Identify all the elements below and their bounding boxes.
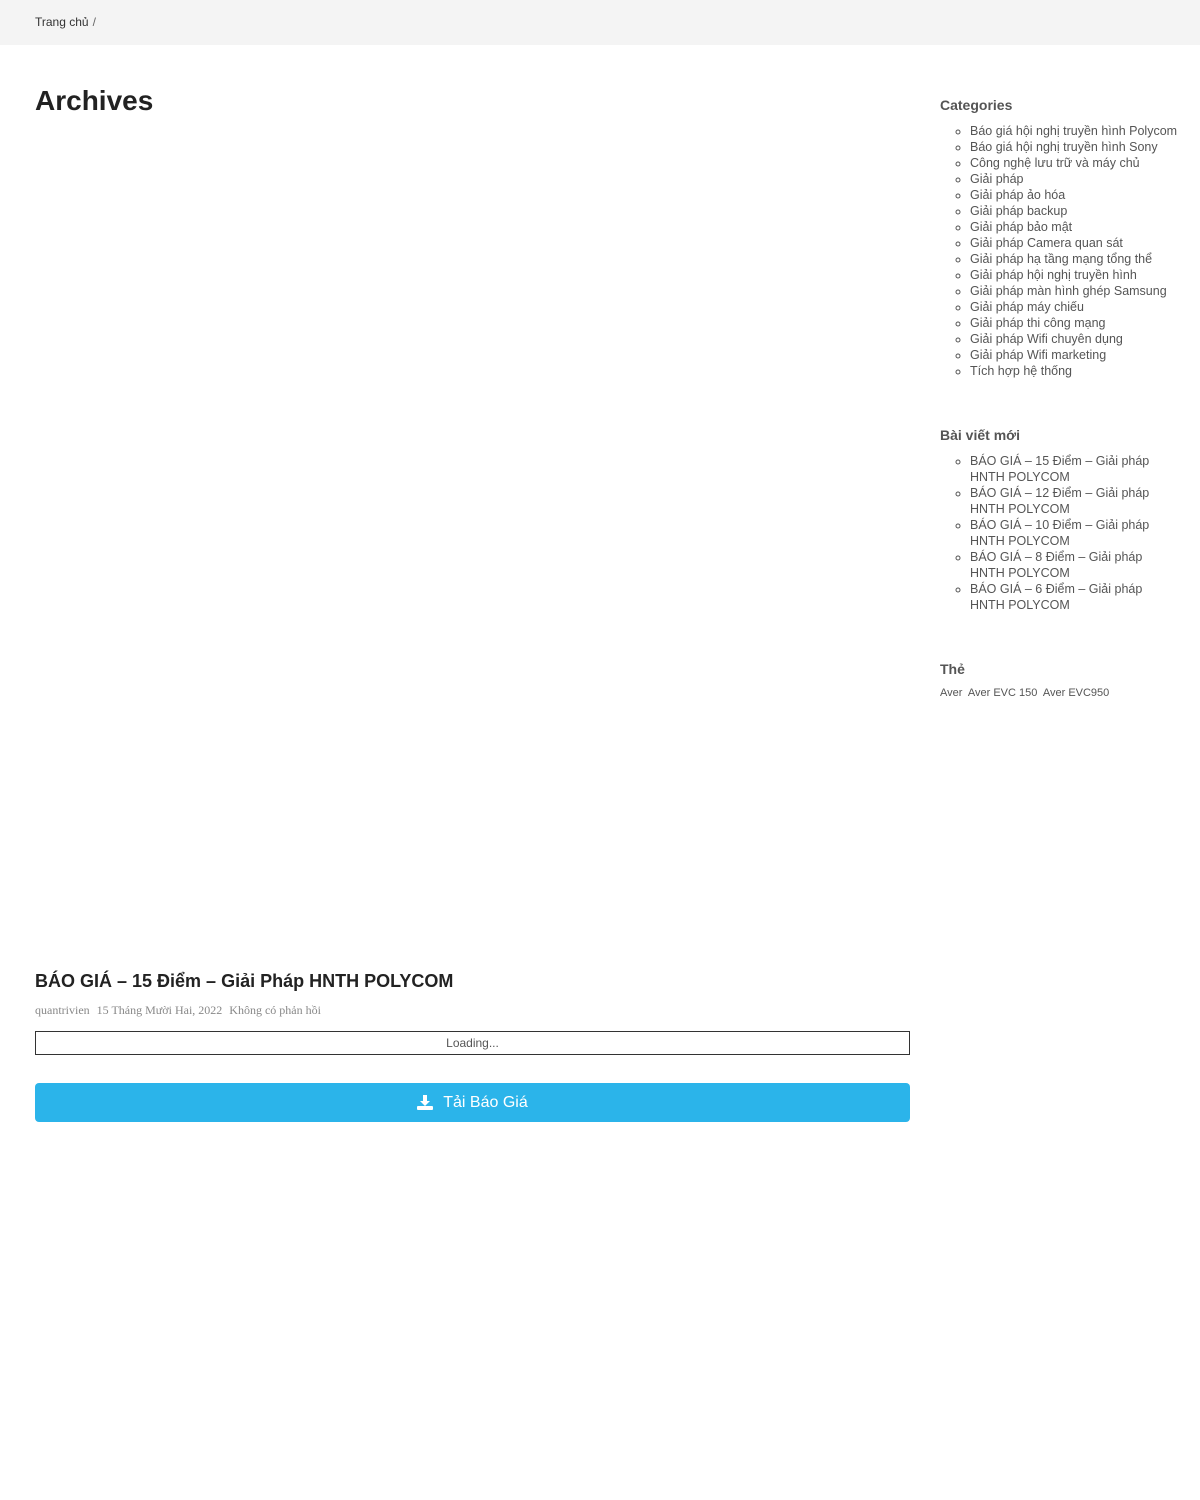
breadcrumb-home-link[interactable]: Trang chủ [35,15,89,29]
download-quote-label: Tải Báo Giá [443,1093,528,1111]
category-link[interactable]: Giải pháp màn hình ghép Samsung [970,284,1167,298]
category-link[interactable]: Giải pháp Camera quan sát [970,236,1123,250]
category-item [970,187,1180,203]
tags-widget [940,661,1180,699]
download-quote-button[interactable] [35,1083,910,1122]
post-comments[interactable]: Không có phản hồi [229,1003,321,1017]
category-link[interactable]: Giải pháp hội nghị truyền hình [970,268,1137,282]
post-article [35,969,910,1122]
category-link[interactable]: Giải pháp máy chiếu [970,300,1084,314]
recent-post-item [970,581,1180,613]
category-item [970,299,1180,315]
recent-posts-title: Bài viết mới [940,427,1020,443]
recent-post-link[interactable]: BÁO GIÁ – 6 Điểm – Giải pháp HNTH POLYCOM [970,582,1143,612]
recent-post-link[interactable]: BÁO GIÁ – 10 Điểm – Giải pháp HNTH POLYCOM [970,518,1150,548]
categories-widget [940,97,1180,379]
category-link[interactable]: Giải pháp thi công mạng [970,316,1106,330]
tags-title: Thẻ [940,661,965,677]
tag-link[interactable]: Aver EVC950 [1042,687,1110,699]
category-link[interactable]: Báo giá hội nghị truyền hình Polycom [970,124,1178,138]
sidebar [940,97,1180,699]
breadcrumb-separator: / [92,15,96,29]
category-item [970,347,1180,363]
recent-posts-list [940,453,1180,613]
tag-link[interactable]: Aver [940,687,963,699]
category-item [970,123,1180,139]
download-icon [417,1095,433,1110]
recent-post-item [970,485,1180,517]
category-link[interactable]: Báo giá hội nghị truyền hình Sony [970,140,1158,154]
post-meta [35,1003,910,1018]
category-link[interactable]: Công nghệ lưu trữ và máy chủ [970,156,1140,170]
post-title[interactable]: BÁO GIÁ – 15 Điểm – Giải Pháp HNTH POLYCOM [35,971,454,991]
category-link[interactable]: Giải pháp [970,172,1024,186]
categories-list [940,123,1180,379]
main-content [35,85,910,117]
category-item [970,251,1180,267]
category-item [970,315,1180,331]
category-link[interactable]: Giải pháp hạ tầng mạng tổng thể [970,252,1153,266]
category-item [970,283,1180,299]
category-link[interactable]: Tích hợp hệ thống [970,364,1073,378]
category-item [970,219,1180,235]
recent-post-link[interactable]: BÁO GIÁ – 15 Điểm – Giải pháp HNTH POLYCOM [970,454,1150,484]
category-item [970,171,1180,187]
category-item [970,363,1180,379]
page-wrapper [0,45,1200,1500]
tag-link[interactable]: Aver EVC 150 [967,687,1038,699]
recent-post-item [970,453,1180,485]
recent-posts-widget [940,427,1180,613]
recent-post-item [970,549,1180,581]
page-title: Archives [35,85,154,116]
breadcrumb-bar [0,0,1200,45]
category-item [970,235,1180,251]
categories-title: Categories [940,97,1013,113]
category-link[interactable]: Giải pháp ảo hóa [970,188,1066,202]
category-link[interactable]: Giải pháp Wifi marketing [970,348,1107,362]
category-link[interactable]: Giải pháp backup [970,204,1068,218]
post-author[interactable]: quantrivien [35,1003,90,1017]
category-link[interactable]: Giải pháp bảo mật [970,220,1073,234]
recent-post-link[interactable]: BÁO GIÁ – 12 Điểm – Giải pháp HNTH POLYCOM [970,486,1150,516]
category-item [970,331,1180,347]
tag-cloud [940,687,1180,699]
recent-post-link[interactable]: BÁO GIÁ – 8 Điểm – Giải pháp HNTH POLYCOM [970,550,1143,580]
category-item [970,139,1180,155]
loading-box: Loading... [35,1031,910,1055]
category-item [970,267,1180,283]
recent-post-item [970,517,1180,549]
category-item [970,155,1180,171]
category-link[interactable]: Giải pháp Wifi chuyên dụng [970,332,1123,346]
category-item [970,203,1180,219]
post-date[interactable]: 15 Tháng Mười Hai, 2022 [96,1003,223,1017]
